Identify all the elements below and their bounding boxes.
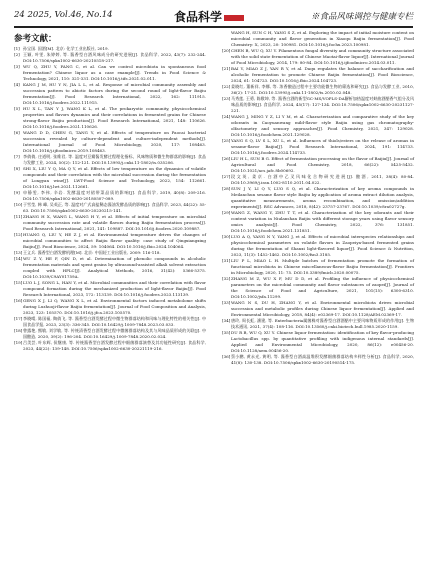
reference-text: SUN J Y, LI Q Y, LUO S Q, et al. Characterization of key aroma compounds in Meilanchun sesame flavor style Baijiu by application of aroma extract dilution analysis, quantitative measurements, aroma recombination, and omission/addition experiments[J]. RSC Advances, 2018, 8(42): 23757-23767. DOI:10.1039/c8ra02727g. [231,186,414,209]
reference-entry [222,354,414,366]
reference-text: WANG H, SUN C H, YANG S Z, et al. Exploring the impact of initial moisture content on microbial community and flavor generation in Xiaoqu Baijiu fermentation[J]. Food Chemistry: X, 2023, 20: 100981. DOI:10.1016/j.fochx.2023.100981. [231,30,414,47]
reference-entry [14,82,206,106]
reference-text: 唐玲, 周长虹, 潘建, 等. Enterbacteria属菌株对酱香型白酒酒醅中主要风味物质形成的作用[J]. 生物技术通讯, 2021, 37(4): 108-116. DOI:10.13560/j.cnki.biotech.bull.1985.2020-1159. [231,318,414,329]
reference-number: [8] [14,166,20,171]
reference-entry [14,256,206,280]
reference-text: SHI X, LIU Y Q, MA Q Y, et al. Effects of low temperature on the dynamics of volatile compounds and their correlation with the microbial succession during the fermentation of Longyan wine[J]. LWT-Food Science and Technology, 2022, 154: 112661. DOI:10.1016/j.lwt.2021.112661. [23,166,206,189]
reference-text: WU Q, ZHU Y, FANG C, et al. Can we control microbiota in spontaneous food fermentation? Chinese liquor as a case example[J]. Trends in Food Science & Technology, 2021, 110: 321-331. DOI:10.1016/j.tifs.2021.02.011. [23,64,206,81]
reference-text: GENG X J, LI Q, WANG X L, et al. Environmental factors induced metabolome shifts during Luzhuoji-flavor Baijiu fermentation[J]. Journal of Food Composition and Analysis, 2023, 123: 105570. DOI:10.1016/j.jfca.2023.105570. [23,298,206,315]
reference-entry [222,156,414,174]
reference-text: CHEN B, WU Q, XU Y. Filamentous fungal diversity and community structure associated with the solid state fermentation of Chinese Maotai-flavor liquor[J]. International Journal of Food Microbiology, 2014, 179: 80-84. DOI:10.1016/j.ijfoodmicro.2014.03.011. [231,48,414,65]
reference-entry [222,186,414,210]
reference-text: LUO L J, SONG L, HAN Y, et al. Microbial communities and their correlation with flavor compound formation during the mechanized production of light-flavor Baijiu[J]. Food Research International, 2023, 172: 113139. DOI:10.1016/j.foodres.2023.113139. [23,280,206,297]
reference-entry [222,210,414,234]
reference-text: YANG S Q, LV S L, XU L, et al. Influences of thiols/esters on the release of aromas in sesame-flavor Baijiu[J]. Food Research International, 2024, 191: 114733. DOI:10.1016/j.foodres.2024.114733. [231,138,414,155]
reference-entry [222,258,414,276]
reference-entry [222,138,414,156]
reference-entry [14,190,206,202]
reference-number: [16] [14,298,23,303]
reference-number: [28] [222,186,231,191]
reference-entry [14,328,206,340]
logo-accent-bar [224,15,244,21]
reference-text: HUANG Q, LIU Y, HE Z J, et al. Environmental temperature drives the changes of microbial communities to affect Baijiu flavor quality: case study of Qingxiangxing Baijiu[J]. Food Bioscience, 2024, 59: 104064. DOI:10.1016/j.fbio.2024.104064. [23,232,206,249]
reference-text: 李倩倩, 庄道明, 张维君, 等. 温度对豆瓣酱发酵过程理化指标、风味物质和微生物群落的影响[J]. 食品与发酵工业, 2024, 50(2): 112-121. DOI:10.13995/j.cnki.11-1802/ts.035206. [23,154,206,165]
reference-entry [222,318,414,330]
reference-number: [20] [222,48,231,53]
reference-entry [222,174,414,186]
reference-number: [4] [14,82,20,87]
reference-entry [14,280,206,298]
header-rule [14,26,413,28]
reference-entry [222,84,414,96]
reference-number: [35] [222,330,231,335]
reference-entry [14,316,206,328]
reference-text: BAI Y, MIAO Z J, YAN R Y, et al. Daqu regulates the balance of saccharification and alcoholic fermentation to promote Chinese Baijiu fermentation[J]. Food Bioscience, 2024, 61: 104723. DOI:10.1016/j.fbio.2024.104723. [231,66,414,83]
reference-number: [24] [222,114,231,119]
reference-entry [14,340,206,352]
running-header [14,8,413,24]
reference-entry [14,154,206,166]
reference-number: [5] [14,106,20,111]
reference-entry [222,30,414,48]
reference-number: [6] [14,130,20,135]
reference-entry [14,298,206,316]
journal-logo: 食品科学 [174,8,244,25]
reference-number: [36] [222,354,231,359]
reference-text: 蔡小鹏, 黄永光, 黄明, 等. 酱香型白酒高温堆积发酵细菌群落结构多样性分析[J]. 食品科学, 2020, 41(8): 130-138. DOI:10.7506/spkx1002-6630-20190514-175. [231,354,414,365]
reference-number: [21] [222,66,231,71]
reference-text: 申静雯, 李伟, 辛岩. 发酵温度对裙带菜品质的影响[J]. 食品科学, 2019, 40(8): 209-216. DOI:10.7506/spkx1002-6630-20180507-089. [23,190,206,201]
reference-text: 吕美芸, 叶东辉, 侯继康, 等. 传统酱香型白酒发酵过程中细菌群落演替及其功能性研究[J]. 食品科学, 2023, 44(22): 139-148. DOI:10.7506/spkx1002-6630-20221119-216. [23,340,206,351]
reference-entry [14,64,206,82]
reference-number: [31] [222,258,231,263]
reference-text: WANG J, MING Y Z, LI Y M, et al. Characterization and comparative study of the key odorants in Caoyuanwang mild-flavor style Baijiu using gas chromatography-olfactometry and sensory approaches[J]. Food Chemistry, 2021, 347: 129028. DOI:10.1016/j.foodchem.2021.129028. [231,114,414,137]
reference-text: 王义兵. 酱香型白酒发酵机理[M]. 北京: 中国轻工业出版社, 2009: 116-118. [23,250,161,255]
reference-number: [7] [14,154,20,159]
reference-text: LIU H L, SUN B G. Effect of fermentation processing on the flavor of Baijiu[J]. Journal of Agricultural and Food Chemistry, 2018, 66(22): 5425-5432. DOI:10.1021/acs.jafc.8b00692. [231,156,414,173]
reference-text: 李晓晴, 陈国福, 陶倩飞, 等. 酱香型白酒发酵过程中微生物群落结构和风味与理化特性的相关性[J]. 中国食品学报, 2023, 23(3): 336-345. DOI:10.16429/j.1009-7848.2023.03.033. [23,316,206,327]
reference-number: [13] [14,250,23,255]
reference-text: ZHANG H X, WANG L, WANG H Y, et al. Effects of initial temperature on microbial community succession rate and volatile flavors during Baijiu fermentation process[J]. Food Research International, 2021, 141: 109887. DOI:10.1016/j.foodres.2020.109887. [23,214,206,231]
reference-text: 马秀莲, 王勇, 陈敬坤, 等. 酱香白酒的新型GC-MS/VOPLS-DA解析加热温度对麸曲酒醅香气组分及风味品质的影响[J]. 食品科学, 2024, 45(17): 127-134. DOI:10.7506/spkx1002-6630-20231127-221. [231,96,414,113]
reference-number: [32] [222,276,231,281]
reference-number: [19] [14,340,23,345]
reference-entry [14,106,206,130]
references-left-column [14,46,206,352]
reference-text: ZHANG M Z, WU X F, MU D D, et al. Profiling the influence of physicochemical parameters on the microbial community and flavor substances of zaopei[J]. Journal of the Science of Food and Agriculture, 2021, 101(15): 6300-6310. DOI:10.1002/jsfa.11299. [231,276,414,299]
reference-entry [14,214,206,232]
reference-number: [25] [222,138,231,143]
reference-text: WANG N S, DU H, ZHANG Y, et al. Environmental microbiota drives microbial succession and metabolic profiles during Chinese liquor fermentation[J]. Applied and Environmental Microbiology, 2018, 84(4): e02369-17. DOI:10.1128/AEM.02369-17. [231,300,414,317]
reference-number: [11] [14,214,23,219]
reference-text: 王颖, 叶雯, 朱婷婷, 等. 酱香型白酒风味成分的研究进展[J]. 食品科学, 2022, 43(7): 232-244. DOI:10.7506/spkx1002-6630-20210518-217. [23,52,206,63]
reference-text: 曾露艳, 熊敏, 刘学敏, 等. 传统清香型白酒发酵过程中微菌群落结构及其与风味品质形成的关联[J]. 中国酿造, 2020, 39(2): 196-204. DOI:10.16429/j.1009-7848.2020.02.024. [23,328,206,339]
reference-entry [222,276,414,300]
reference-text: 孙宝国. 国酒[M]. 北京: 化学工业出版社, 2019. [23,46,109,51]
reference-text: HU X L, TAN Y J, WANG K L, et al. The prokaryotic community, physicochemical properties and flavors dynamics and their correlations in fermented grains for Chinese strong-flavor Baijiu production[J]. Food Research International, 2021, 148: 110626. DOI:10.1016/j.foodres.2021.110626. [23,106,206,129]
reference-number [222,30,231,48]
reference-text: WANG D D, CHEN G, TANG Y, et al. Effects of temperature on Paocai bacterial succession revealed by culture-dependent and culture-independent methods[J]. International Journal of Food Microbiology, 2020, 117: 108463. DOI:10.1016/j.ijfoodmicro.2019.108463. [23,130,206,153]
page-info: 24 2025, Vol.46, No.14 [14,10,113,20]
reference-number: [3] [14,64,20,69]
reference-number: [23] [222,96,231,101]
reference-entry [14,202,206,214]
reference-number: [10] [14,202,23,207]
reference-number: [9] [14,190,20,195]
column-title: ※食品风味调控与健康专栏 [310,12,413,22]
reference-number: [33] [222,300,231,305]
reference-number: [30] [222,234,231,239]
reference-text: WU Z Y, HE F, QIN D, et al. Determination of phenolic compounds in alcoholic fermentation materials and spent grains by ultrasound-assisted alkali solvent extraction coupled with HPLC[J]. Analytical Methods, 2016, 31(42): 5366-5375. DOI:10.1039/C9AY01759A. [23,256,206,279]
reference-text: 段文英, 姜京. 白酒中乙叉风味化合物研究进展[J]. 酿酒, 2011, 38(4): 80-84. DOI:10.3969/j.issn.1002-8110.2011.04.022. [231,174,414,185]
reference-number: [26] [222,156,231,161]
reference-entry [222,48,414,66]
reference-number: [29] [222,210,231,215]
reference-number: [22] [222,84,231,89]
reference-text: KANG J M, HU Y N, JIA L L, et al. Response of microbial community assembly and succession pattern to abiotic factors during the second round of light-flavor Baijiu fermentation[J]. Food Research International, 2022, 162: 111915. DOI:10.1016/j.foodres.2022.111915. [23,82,206,105]
reference-text: DU R B, WU Q, XU Y. Chinese liquor fermentation: identification of key flavor-producing Lactobacillus spp. by quantitative profiling with indigenous internal standards[J]. Applied and Environmental Microbiology, 2020, 86(12): e00456-20. DOI:10.1128/aem.00456-20. [231,330,414,353]
reference-text: 姜晓红, 董新祥, 李娜, 等. 浓香酿造过程中主要功能微生物的筛选和研究[J]. 食品与发酵工业, 2010, 36(2): 17-21. DOI:10.13995/j.cnki.11-1802/ts.2010.02.048. [231,84,414,95]
reference-entry [14,166,206,190]
reference-number: [34] [222,318,231,323]
reference-text: WANG Z, WANG Y, ZHU T T, et al. Characterization of the key odorants and their content variation in Niulanshan Baijiu with different storage years using flavor sensory omics analysis[J]. Food Chemistry, 2022, 376: 131851. DOI:10.1016/j.foodchem.2021.131851. [231,210,414,233]
references-right-column [222,30,414,366]
reference-number: [1] [14,46,20,51]
reference-number: [12] [14,232,23,237]
reference-entry [222,114,414,138]
reference-text: LUO A Q, YANG N Y, YANG J, et al. Effects of microbial interspecies relationships and physicochemical parameters on volatile flavors in Zaopeiya-based fermented grains during the fermentation of Shanxi light-flavored liquor[J]. Food Science & Nutrition, 2023, 11(3): 1452-1462. DOI:10.1002/fsn3.3185. [231,234,414,257]
reference-entry [222,66,414,84]
reference-text: 于雪莹, 韩 峰, 吴英正, 等. 温度对广式高盐稀态酱油发酵品质的影响[J]. 食品科学, 2023, 44(22): 55-63. DOI:10.7506/spkx1002-6630-20230215-141. [23,202,206,213]
reference-number: [15] [14,280,23,285]
reference-number: [14] [14,256,23,261]
reference-number: [18] [14,328,23,333]
reference-entry [222,96,414,114]
reference-entry [14,130,206,154]
reference-number: [27] [222,174,231,179]
reference-entry [222,300,414,318]
references-heading: 参考文献： [14,34,57,44]
reference-entry [222,234,414,258]
reference-entry [14,52,206,64]
reference-text: LIU P L, MIAO L H. Multiple batches of fermentation promote the formation of functional microbiota in Chinese miscellaneous-flavor Baijiu fermentation[J]. Frontiers in Microbiology, 2020, 11: 75. DOI:10.3389/fmicb.2020.00075. [231,258,414,275]
reference-entry [14,232,206,250]
reference-number: [2] [14,52,20,57]
reference-number: [17] [14,316,23,321]
reference-entry [222,330,414,354]
